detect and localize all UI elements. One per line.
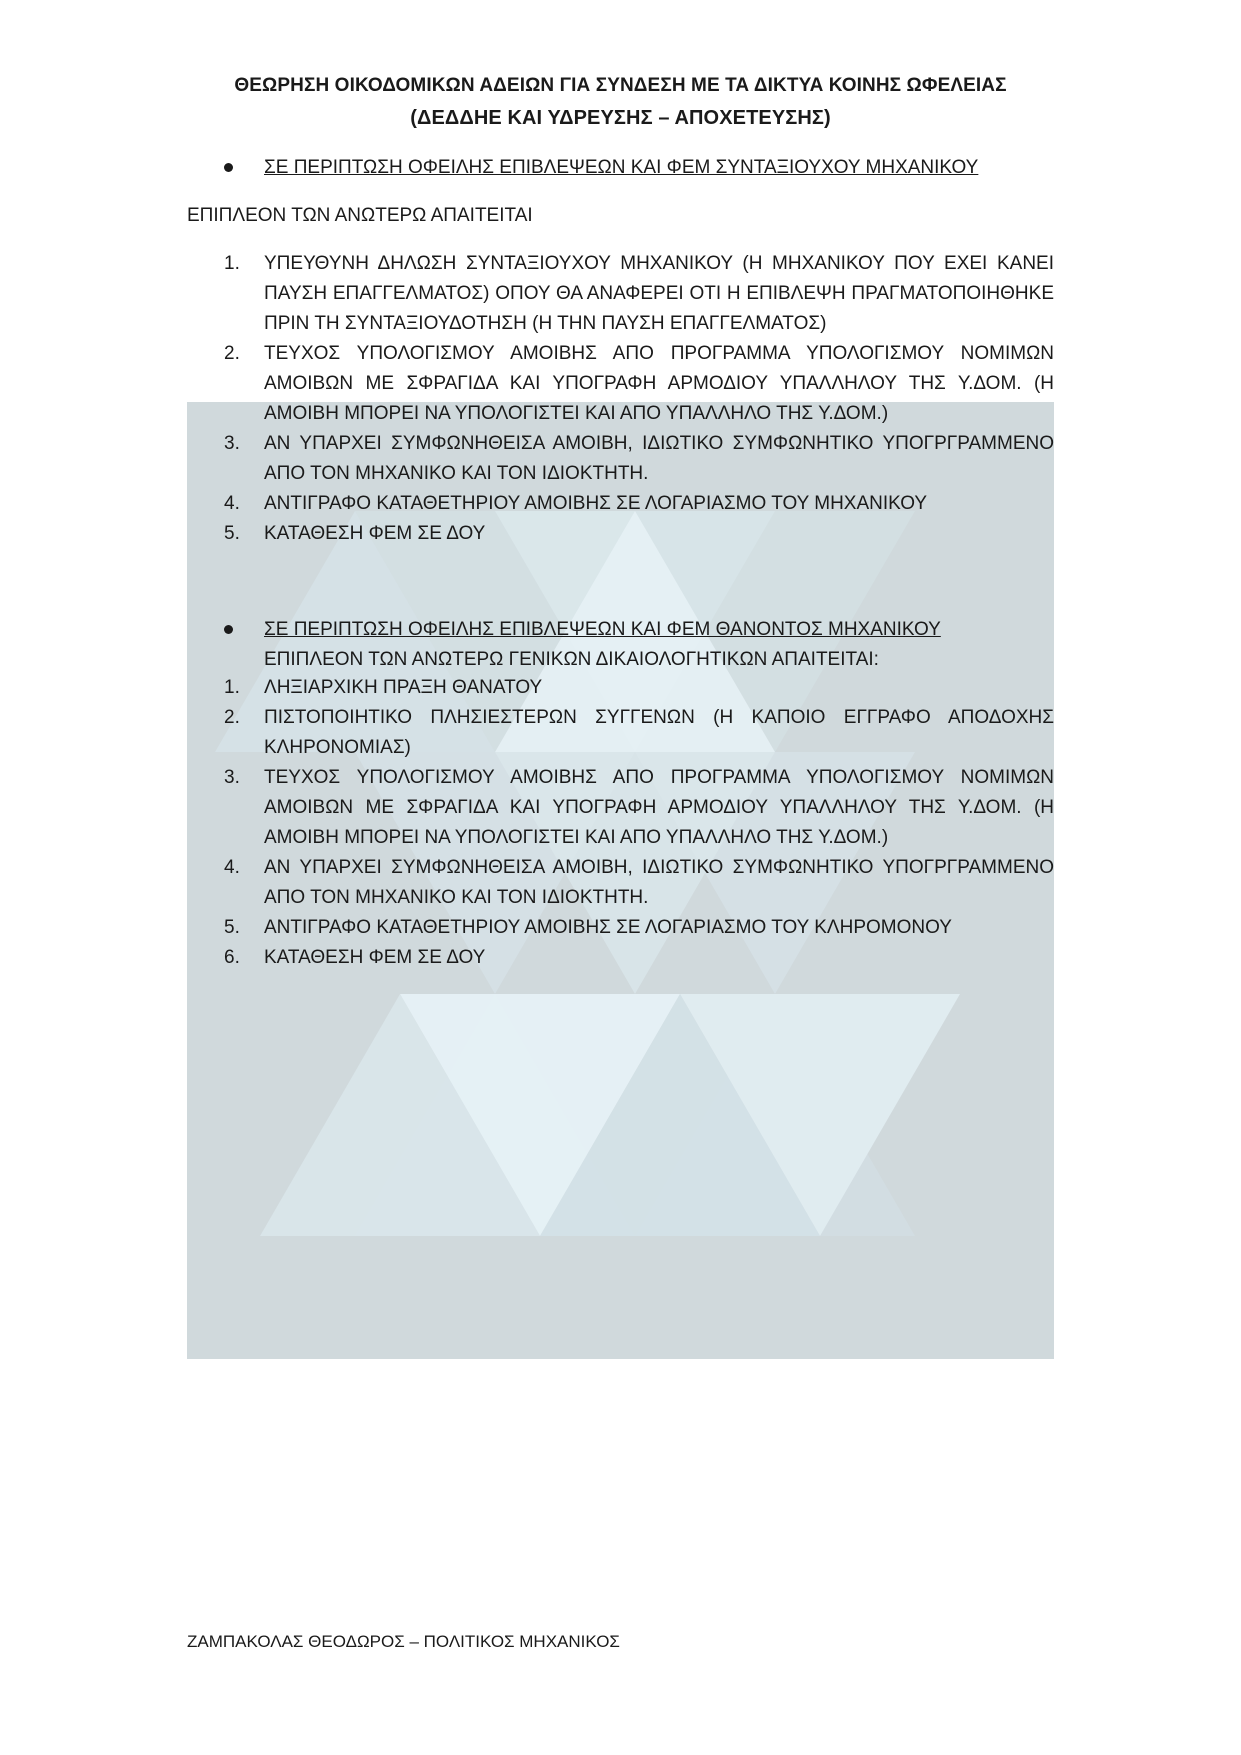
list-item — [224, 519, 1054, 549]
bullet-icon — [224, 163, 233, 172]
section2-heading: ΣΕ ΠΕΡΙΠΤΩΣΗ ΟΦΕΙΛΗΣ ΕΠΙΒΛΕΨΕΩΝ ΚΑΙ ΦΕΜ ΘΑΝΟΝΤΟΣ ΜΗΧΑΝΙΚΟΥ — [264, 619, 941, 640]
list-number: 2. — [224, 707, 240, 728]
list-number: 5. — [224, 523, 240, 544]
list-number: 3. — [224, 767, 240, 788]
list-number: 1. — [224, 677, 240, 698]
section2-intro: ΕΠΙΠΛΕΟΝ ΤΩΝ ΑΝΩΤΕΡΩ ΓΕΝΙΚΩΝ ΔΙΚΑΙΟΛΟΓΗΤΙΚΩΝ ΑΠΑΙΤΕΙΤΑΙ: — [264, 649, 879, 670]
section1-list — [224, 249, 1054, 549]
list-number: 5. — [224, 917, 240, 938]
list-item-text: ΠΙΣΤΟΠΟΙΗΤΙΚΟ ΠΛΗΣΙΕΣΤΕΡΩΝ ΣΥΓΓΕΝΩΝ (Η ΚΑΠΟΙΟ ΕΓΓΡΑΦΟ ΑΠΟΔΟΧΗΣ ΚΛΗΡΟΝΟΜΙΑΣ) — [264, 707, 1054, 758]
list-item — [224, 673, 1054, 703]
list-item-text: ΑΝ ΥΠΑΡΧΕΙ ΣΥΜΦΩΝΗΘΕΙΣΑ ΑΜΟΙΒΗ, ΙΔΙΩΤΙΚΟ ΣΥΜΦΩΝΗΤΙΚΟ ΥΠΟΓΡΓΡΑΜΜΕΝΟ ΑΠΟ ΤΟΝ ΜΗΧΑΝΙΚΟ ΚΑΙ ΤΟΝ ΙΔΙΟΚΤΗΤΗ. — [264, 433, 1054, 484]
bullet-icon — [224, 625, 233, 634]
list-item — [224, 703, 1054, 763]
list-number: 1. — [224, 253, 240, 274]
list-item — [224, 913, 1054, 943]
list-item-text: ΥΠΕΥΘΥΝΗ ΔΗΛΩΣΗ ΣΥΝΤΑΞΙΟΥΧΟΥ ΜΗΧΑΝΙΚΟΥ (Η ΜΗΧΑΝΙΚΟΥ ΠΟΥ ΕΧΕΙ ΚΑΝΕΙ ΠΑΥΣΗ ΕΠΑΓΓΕΛΜΑΤΟΣ) ΟΠΟΥ ΘΑ ΑΝΑΦΕΡΕΙ ΟΤΙ Η ΕΠΙΒΛΕΨΗ ΠΡΑΓΜΑΤΟΠΟΙΗΘΗΚΕ ΠΡΙΝ ΤΗ ΣΥΝΤΑΞΙΟΥΔΟΤΗΣΗ (Η ΤΗΝ ΠΑΥΣΗ ΕΠΑΓΓΕΛΜΑΤΟΣ) — [264, 253, 1054, 334]
list-number: 4. — [224, 857, 240, 878]
document-title-line2: (ΔΕΔΔΗΕ ΚΑΙ ΥΔΡΕΥΣΗΣ – ΑΠΟΧΕΤΕΥΣΗΣ) — [410, 107, 831, 129]
list-item — [224, 489, 1054, 519]
list-item — [224, 763, 1054, 853]
list-item-text: ΑΝΤΙΓΡΑΦΟ ΚΑΤΑΘΕΤΗΡΙΟΥ ΑΜΟΙΒΗΣ ΣΕ ΛΟΓΑΡΙΑΣΜΟ ΤΟΥ ΚΛΗΡΟΜΟΝΟΥ — [264, 917, 952, 938]
list-number: 4. — [224, 493, 240, 514]
list-item-text: ΤΕΥΧΟΣ ΥΠΟΛΟΓΙΣΜΟΥ ΑΜΟΙΒΗΣ ΑΠΟ ΠΡΟΓΡΑΜΜΑ ΥΠΟΛΟΓΙΣΜΟΥ ΝΟΜΙΜΩΝ ΑΜΟΙΒΩΝ ΜΕ ΣΦΡΑΓΙΔΑ ΚΑΙ ΥΠΟΓΡΑΦΗ ΑΡΜΟΔΙΟΥ ΥΠΑΛΛΗΛΟΥ ΤΗΣ Υ.ΔΟΜ. (Η ΑΜΟΙΒΗ ΜΠΟΡΕΙ ΝΑ ΥΠΟΛΟΓΙΣΤΕΙ ΚΑΙ ΑΠΟ ΥΠΑΛΛΗΛΟ ΤΗΣ Υ.ΔΟΜ.) — [264, 767, 1054, 848]
list-number: 6. — [224, 947, 240, 968]
list-number: 3. — [224, 433, 240, 454]
list-item-text: ΚΑΤΑΘΕΣΗ ΦΕΜ ΣΕ ΔΟΥ — [264, 523, 486, 544]
list-item-text: ΑΝ ΥΠΑΡΧΕΙ ΣΥΜΦΩΝΗΘΕΙΣΑ ΑΜΟΙΒΗ, ΙΔΙΩΤΙΚΟ ΣΥΜΦΩΝΗΤΙΚΟ ΥΠΟΓΡΓΡΑΜΜΕΝΟ ΑΠΟ ΤΟΝ ΜΗΧΑΝΙΚΟ ΚΑΙ ΤΟΝ ΙΔΙΟΚΤΗΤΗ. — [264, 857, 1054, 908]
section1-intro: ΕΠΙΠΛΕΟΝ ΤΩΝ ΑΝΩΤΕΡΩ ΑΠΑΙΤΕΙΤΑΙ — [187, 205, 533, 226]
list-item — [224, 249, 1054, 339]
page-footer: ΖΑΜΠΑΚΟΛΑΣ ΘΕΟΔΩΡΟΣ – ΠΟΛΙΤΙΚΟΣ ΜΗΧΑΝΙΚΟΣ — [187, 1632, 620, 1651]
list-item-text: ΤΕΥΧΟΣ ΥΠΟΛΟΓΙΣΜΟΥ ΑΜΟΙΒΗΣ ΑΠΟ ΠΡΟΓΡΑΜΜΑ ΥΠΟΛΟΓΙΣΜΟΥ ΝΟΜΙΜΩΝ ΑΜΟΙΒΩΝ ΜΕ ΣΦΡΑΓΙΔΑ ΚΑΙ ΥΠΟΓΡΑΦΗ ΑΡΜΟΔΙΟΥ ΥΠΑΛΛΗΛΟΥ ΤΗΣ Υ.ΔΟΜ. (Η ΑΜΟΙΒΗ ΜΠΟΡΕΙ ΝΑ ΥΠΟΛΟΓΙΣΤΕΙ ΚΑΙ ΑΠΟ ΥΠΑΛΛΗΛΟ ΤΗΣ Υ.ΔΟΜ.) — [264, 343, 1054, 424]
list-item — [224, 339, 1054, 429]
section1-heading: ΣΕ ΠΕΡΙΠΤΩΣΗ ΟΦΕΙΛΗΣ ΕΠΙΒΛΕΨΕΩΝ ΚΑΙ ΦΕΜ ΣΥΝΤΑΞΙΟΥΧΟΥ ΜΗΧΑΝΙΚΟΥ — [264, 157, 979, 178]
list-item — [224, 943, 1054, 973]
list-item-text: ΑΝΤΙΓΡΑΦΟ ΚΑΤΑΘΕΤΗΡΙΟΥ ΑΜΟΙΒΗΣ ΣΕ ΛΟΓΑΡΙΑΣΜΟ ΤΟΥ ΜΗΧΑΝΙΚΟΥ — [264, 493, 928, 514]
document-title-line1: ΘΕΩΡΗΣΗ ΟΙΚΟΔΟΜΙΚΩΝ ΑΔΕΙΩΝ ΓΙΑ ΣΥΝΔΕΣΗ ΜΕ ΤΑ ΔΙΚΤΥΑ ΚΟΙΝΗΣ ΩΦΕΛΕΙΑΣ — [234, 75, 1007, 96]
list-number: 2. — [224, 343, 240, 364]
list-item — [224, 853, 1054, 913]
section2-list — [224, 673, 1054, 973]
list-item-text: ΛΗΞΙΑΡΧΙΚΗ ΠΡΑΞΗ ΘΑΝΑΤΟΥ — [264, 677, 543, 698]
list-item — [224, 429, 1054, 489]
list-item-text: ΚΑΤΑΘΕΣΗ ΦΕΜ ΣΕ ΔΟΥ — [264, 947, 486, 968]
